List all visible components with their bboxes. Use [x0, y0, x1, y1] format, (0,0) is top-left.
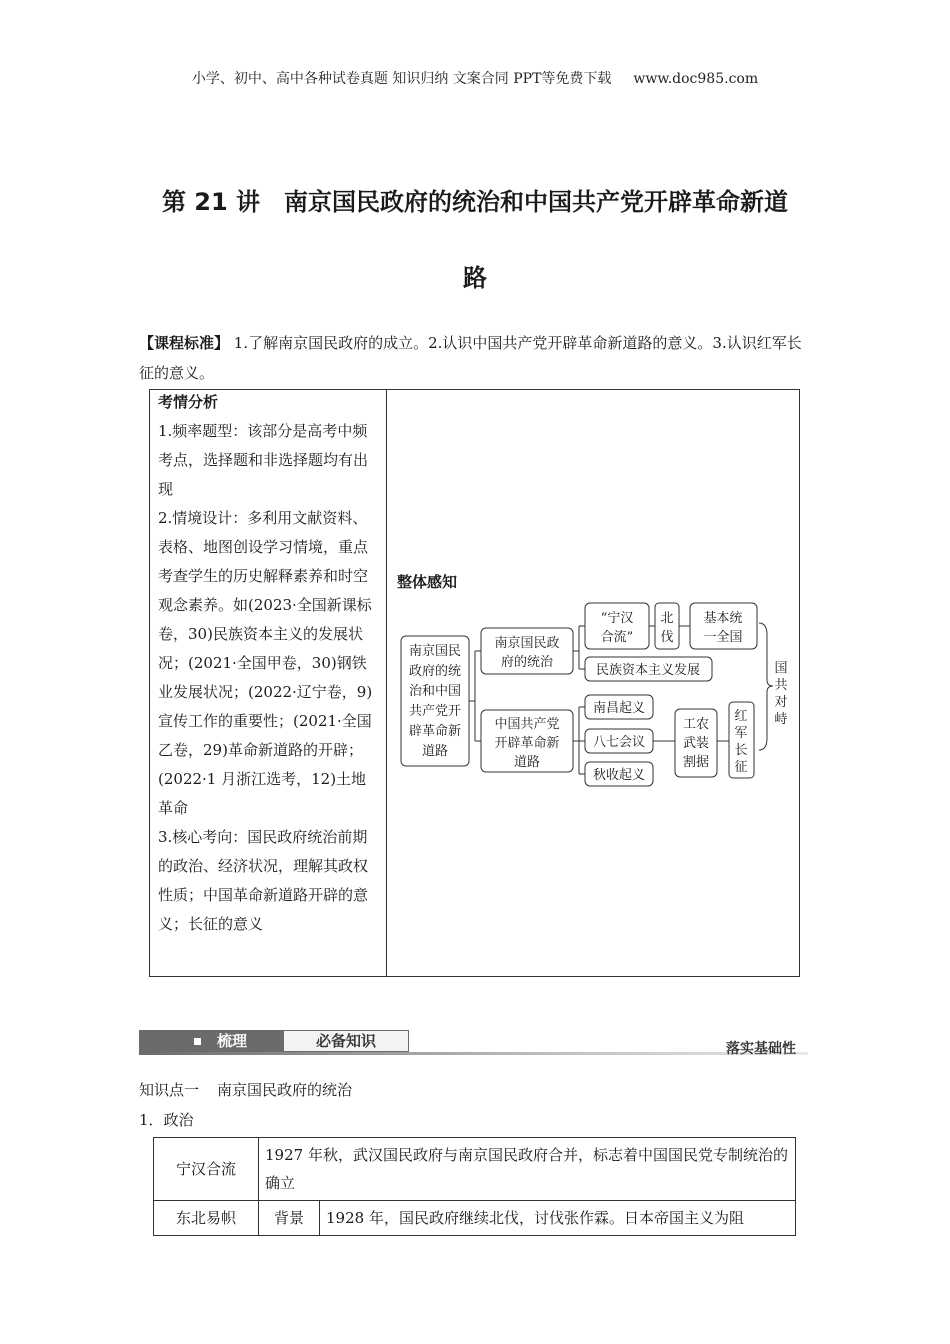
- banner-light-label: 必备知识: [283, 1030, 409, 1052]
- root-line6: 道路: [421, 744, 449, 759]
- gongnong-line2: 武装: [682, 736, 710, 751]
- row1-head: 宁汉合流: [154, 1138, 259, 1201]
- exam-analysis-p3: 3.核心考向：国民政府统治前期的政治、经济状况，理解其政权性质；中国革命新道路开辟的意义；长征的意义: [158, 828, 369, 933]
- ccp-line1: 中国共产党: [494, 717, 560, 732]
- root-line2: 政府的统: [408, 664, 462, 679]
- gongnong-line1: 工农: [682, 717, 710, 732]
- section-banner: [139, 1030, 808, 1056]
- gov-line1: 南京国民政: [494, 636, 560, 651]
- hongjun-line3: 长: [734, 743, 748, 758]
- exam-analysis-p2: 2.情境设计：多利用文献资料、表格、地图创设学习情境，重点考查学生的历史解释素养和时空观念素养。如(2023·全国新课标卷，30)民族资本主义的发展状况；(2021·全国甲卷，30)钢铁业发展状况；(2022·辽宁卷，9)宣传工作的重要性；(2021·全国乙卷，29)革命新道路的开辟；(2022·1 月浙江选考，12)土地革命: [158, 509, 373, 817]
- knowledge-point-heading: [139, 1079, 352, 1100]
- duizhi-line3: 对: [774, 695, 788, 710]
- ccp-line3: 道路: [513, 755, 541, 770]
- banner-dark-label: 梳理: [217, 1032, 248, 1050]
- knowledge-point-label: 知识点一: [139, 1081, 200, 1099]
- nanchang-text: 南昌起义: [592, 701, 646, 716]
- header-website: www.doc985.com: [633, 71, 759, 87]
- overall-perception-cell: [387, 390, 799, 976]
- subsection-politics: 1．政治: [139, 1111, 194, 1129]
- course-standard-text: 1.了解南京国民政府的成立。2.认识中国共产党开辟革命新道路的意义。3.认识红军长征的意义。: [139, 334, 802, 382]
- banner-dark-tab: [139, 1030, 283, 1052]
- baqi-text: 八七会议: [592, 735, 646, 750]
- root-line5: 辟革命新: [408, 724, 462, 739]
- page-header: [0, 68, 950, 88]
- brace: [759, 623, 773, 750]
- course-standard-label: 【课程标准】: [139, 334, 230, 352]
- table-row: [154, 1138, 796, 1201]
- exam-analysis-p1: 1.频率题型：该部分是高考中频考点，选择题和非选择题均有出现: [158, 422, 369, 498]
- duizhi-line4: 峙: [774, 712, 788, 727]
- ninghan-line2: 合流”: [600, 630, 634, 645]
- ninghan-line1: “宁汉: [600, 611, 634, 626]
- course-standard: [139, 328, 811, 388]
- lecture-title-line1: 第 21 讲 南京国民政府的统治和中国共产党开辟革命新道: [161, 188, 789, 216]
- beifa-line1: 北: [660, 611, 674, 626]
- root-line1: 南京国民: [408, 644, 462, 659]
- row1-text: 1927 年秋，武汉国民政府与南京国民政府合并，标志着中国国民党专制统治的确立: [259, 1138, 796, 1201]
- duizhi-line2: 共: [774, 678, 788, 693]
- gov-line2: 府的统治: [500, 655, 554, 670]
- exam-analysis-cell: [150, 390, 387, 976]
- duizhi-line1: 国: [774, 661, 788, 676]
- header-left-text: 小学、初中、高中各种试卷真题 知识归纳 文案合同 PPT等免费下载: [191, 71, 612, 87]
- row2-head: 东北易帜: [154, 1201, 259, 1236]
- politics-table: [153, 1137, 796, 1236]
- square-bullet-icon: [194, 1038, 201, 1045]
- overall-perception-heading: 整体感知: [397, 573, 458, 591]
- beifa-line2: 伐: [660, 630, 674, 645]
- banner-rule: [139, 1052, 808, 1055]
- exam-analysis-heading: 考情分析: [158, 393, 219, 411]
- capital-text: 民族资本主义发展: [595, 663, 701, 678]
- qiushou-text: 秋收起义: [592, 768, 646, 783]
- concept-map: [387, 390, 799, 978]
- root-line3: 治和中国: [408, 684, 462, 699]
- hongjun-line1: 红: [734, 709, 748, 724]
- hongjun-line2: 军: [734, 726, 748, 741]
- lecture-title-line2: 路: [463, 264, 487, 292]
- row2-sub: 背景: [259, 1201, 320, 1236]
- knowledge-point-title: 南京国民政府的统治: [217, 1081, 353, 1099]
- banner-right-label: 落实基础性: [726, 1041, 796, 1057]
- ccp-line2: 开辟革命新: [494, 736, 560, 751]
- row2-text: 1928 年，国民政府继续北伐，讨伐张作霖。日本帝国主义为阻: [320, 1201, 796, 1236]
- hongjun-line4: 征: [734, 760, 748, 775]
- overview-table: [149, 389, 800, 977]
- root-line4: 共产党开: [408, 704, 462, 719]
- table-row: [154, 1201, 796, 1236]
- gongnong-line3: 割据: [682, 755, 710, 770]
- unify-line1: 基本统: [703, 611, 743, 626]
- unify-line2: 一全国: [703, 630, 743, 645]
